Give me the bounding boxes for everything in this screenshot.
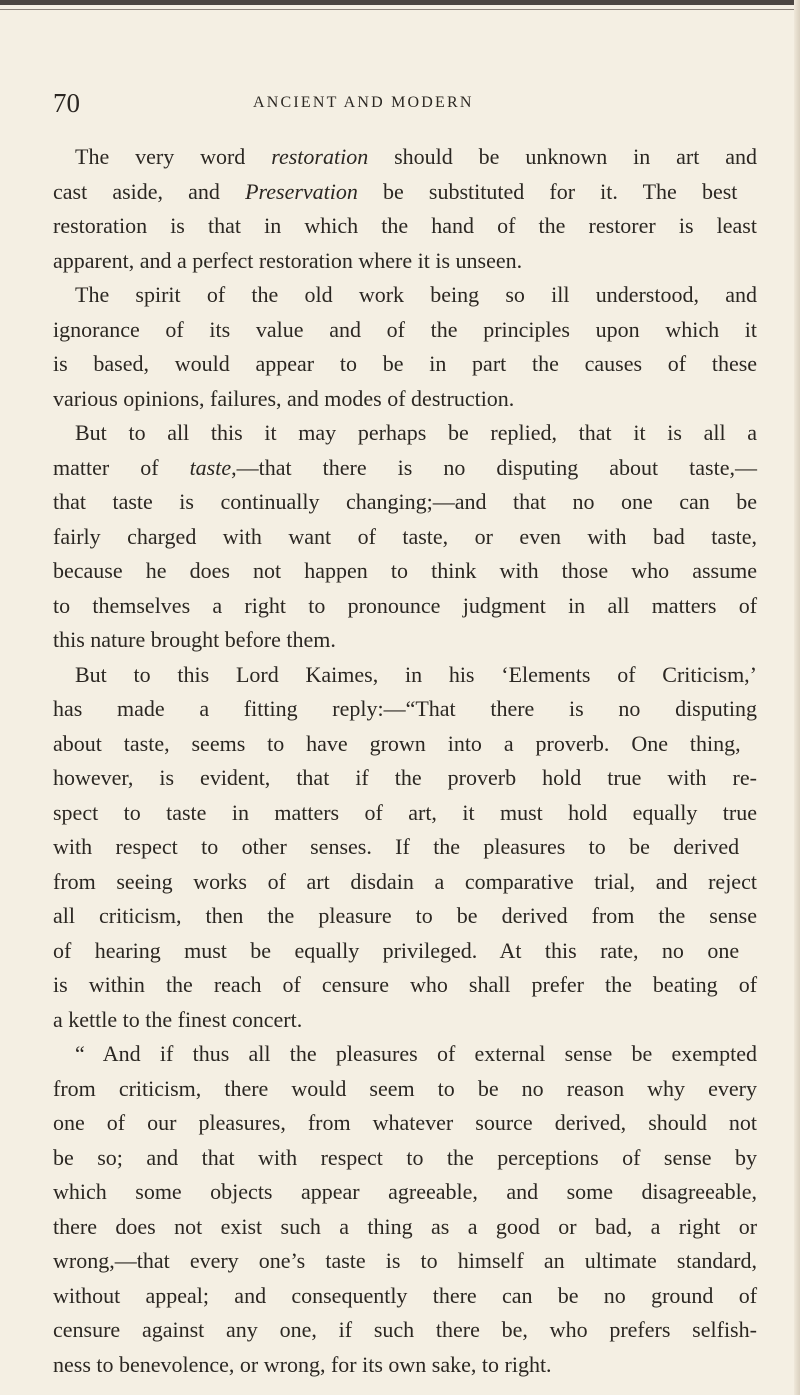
text-line-content: wrong,—that every one’s taste is to himself an ultimate standard, xyxy=(53,1248,757,1273)
text-line xyxy=(53,1106,757,1141)
text-line-content: ness to benevolence, or wrong, for its own sake, to right. xyxy=(53,1351,552,1377)
text-line-content: with respect to other senses. If the pleasures to be derived xyxy=(53,834,740,859)
text-line xyxy=(53,1210,757,1245)
text-line xyxy=(53,761,757,796)
text-line-content: ignorance of its value and of the principles upon which it xyxy=(53,316,757,342)
text-line xyxy=(53,382,757,417)
text-line xyxy=(53,968,757,1003)
text-line-content: of hearing must be equally privileged. At this rate, no one xyxy=(53,937,740,963)
text-line-content: however, is evident, that if the proverb hold true with re- xyxy=(53,765,757,790)
top-border-rule xyxy=(0,0,800,5)
text-line-content: But to this Lord Kaimes, in his ‘Elements of Criticism,’ xyxy=(75,661,758,687)
text-line xyxy=(53,1141,757,1176)
text-line xyxy=(53,313,757,348)
text-line xyxy=(53,1279,757,1314)
text-line-content: censure against any one, if such there be, who prefers selfish- xyxy=(53,1317,757,1342)
text-line-content: is based, would appear to be in part the causes of these xyxy=(53,351,758,376)
text-line-content: cast aside, and Preservation be substituted for it. The best xyxy=(53,178,738,204)
text-line xyxy=(53,830,757,865)
body-text xyxy=(53,140,757,1382)
page-number: 70 xyxy=(53,88,80,118)
text-line xyxy=(53,175,757,210)
text-line-content: about taste, seems to have grown into a proverb. One thing, xyxy=(53,730,741,756)
text-line xyxy=(53,865,757,900)
text-line xyxy=(53,1244,757,1279)
text-line xyxy=(53,278,757,313)
text-line-content: from criticism, there would seem to be no reason why every xyxy=(53,1075,757,1101)
text-line-content: restoration is that in which the hand of the restorer is least xyxy=(53,213,757,238)
text-line-content: But to all this it may perhaps be replied, that it is all a xyxy=(75,420,758,445)
text-line-content: apparent, and a perfect restoration where it is unseen. xyxy=(53,247,523,273)
text-line xyxy=(53,416,757,451)
text-line-content: “ And if thus all the pleasures of external sense be exempted xyxy=(75,1041,758,1066)
text-line-content: various opinions, failures, and modes of destruction. xyxy=(53,385,515,411)
text-line-content: fairly charged with want of taste, or even with bad taste, xyxy=(53,523,758,549)
text-line xyxy=(53,209,757,244)
text-line-content: spect to taste in matters of art, it must hold equally true xyxy=(53,799,758,825)
text-line-content: that taste is continually changing;—and that no one can be xyxy=(53,489,758,514)
text-line xyxy=(53,554,757,589)
text-line-content: there does not exist such a thing as a good or bad, a right or xyxy=(53,1213,758,1239)
text-line-content: one of our pleasures, from whatever source derived, should not xyxy=(53,1110,758,1135)
text-line xyxy=(53,1175,757,1210)
page-header xyxy=(53,88,753,118)
text-line-content: because he does not happen to think with those who assume xyxy=(53,558,757,583)
text-line-content: all criticism, then the pleasure to be derived from the sense xyxy=(53,903,757,928)
text-line xyxy=(53,347,757,382)
text-line xyxy=(53,934,757,969)
running-head: ANCIENT AND MODERN xyxy=(253,94,474,111)
text-line-content: which some objects appear agreeable, and some disagreeable, xyxy=(53,1179,757,1204)
text-line-content: this nature brought before them. xyxy=(53,627,336,652)
text-line-content: a kettle to the finest concert. xyxy=(53,1006,303,1032)
text-line xyxy=(53,1037,757,1072)
text-line xyxy=(53,899,757,934)
text-line xyxy=(53,796,757,831)
text-line xyxy=(53,520,757,555)
text-line xyxy=(53,244,757,279)
text-line xyxy=(53,727,757,762)
page-edge-shadow xyxy=(794,0,800,1395)
text-line xyxy=(53,692,757,727)
text-line xyxy=(53,658,757,693)
text-line xyxy=(53,140,757,175)
text-line xyxy=(53,485,757,520)
text-line-content: is within the reach of censure who shall prefer the beating of xyxy=(53,972,758,997)
text-line-content: has made a fitting reply:—“That there is no disputing xyxy=(53,696,757,721)
top-border-thin-rule xyxy=(0,9,800,10)
text-line xyxy=(53,589,757,624)
text-line xyxy=(53,1348,757,1383)
text-line-content: The very word restoration should be unknown in art and xyxy=(75,144,758,169)
text-line xyxy=(53,1072,757,1107)
text-line xyxy=(53,623,757,658)
text-line-content: from seeing works of art disdain a comparative trial, and reject xyxy=(53,868,757,894)
text-line xyxy=(53,1313,757,1348)
text-line-content: be so; and that with respect to the perceptions of sense by xyxy=(53,1144,758,1170)
text-line xyxy=(53,451,757,486)
text-line xyxy=(53,1003,757,1038)
text-line-content: matter of taste,—that there is no disputing about taste,— xyxy=(53,454,757,480)
text-line-content: without appeal; and consequently there can be no ground of xyxy=(53,1282,758,1308)
text-line-content: The spirit of the old work being so ill understood, and xyxy=(75,282,757,307)
text-line-content: to themselves a right to pronounce judgment in all matters of xyxy=(53,592,758,618)
